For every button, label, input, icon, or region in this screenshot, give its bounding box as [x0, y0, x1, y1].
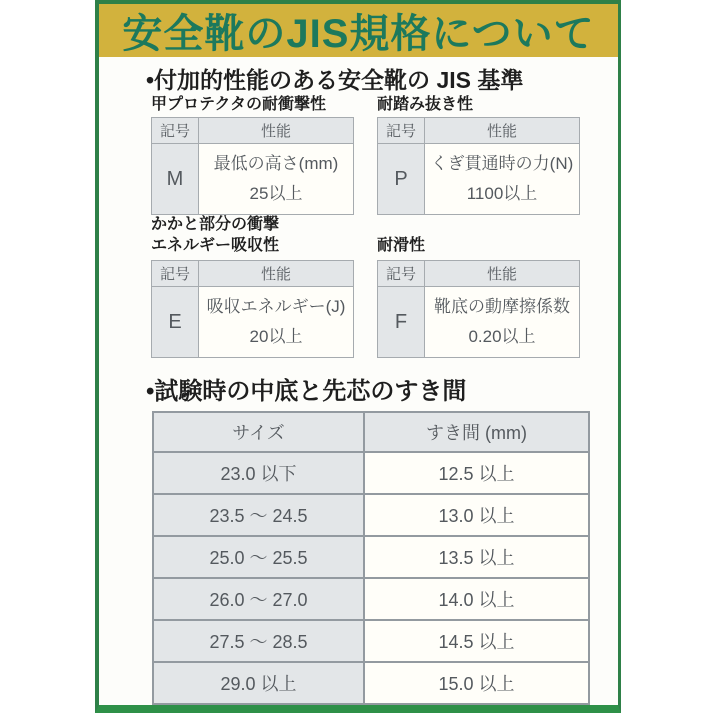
- symbol-column-header: 記号: [152, 261, 199, 287]
- symbol-cell: P: [378, 144, 425, 215]
- symbol-cell: F: [378, 287, 425, 358]
- symbol-column-header: 記号: [152, 118, 199, 144]
- table-row: 26.0 ～ 27.0 14.0 以上: [153, 578, 589, 620]
- symbol-cell: E: [152, 287, 199, 358]
- size-column-header: サイズ: [153, 412, 364, 452]
- caption-slip-resistance: 耐滑性: [377, 237, 426, 254]
- title-bar: [99, 4, 618, 57]
- table-row: 23.5 ～ 24.5 13.0 以上: [153, 494, 589, 536]
- caption-puncture-resistance: 耐踏み抜き性: [377, 96, 474, 113]
- table-header-row: [153, 412, 589, 452]
- spec-table-m: [151, 117, 354, 215]
- symbol-cell: M: [152, 144, 199, 215]
- caption-toe-protector-impact: 甲プロテクタの耐衝撃性: [151, 96, 327, 113]
- gap-column-header: すき間 (mm): [364, 412, 589, 452]
- size-gap-table: [152, 411, 590, 705]
- performance-cell: 靴底の動摩擦係数 0.20以上: [425, 287, 580, 358]
- spec-table-f: [377, 260, 580, 358]
- performance-cell: 吸収エネルギー(J) 20以上: [199, 287, 354, 358]
- performance-cell: 最低の高さ(mm) 25以上: [199, 144, 354, 215]
- table-row: 23.0 以下 12.5 以上: [153, 452, 589, 494]
- performance-cell: くぎ貫通時の力(N) 1100以上: [425, 144, 580, 215]
- section-heading-jis-criteria: •付加的性能のある安全靴の JIS 基準: [146, 67, 524, 93]
- symbol-column-header: 記号: [378, 261, 425, 287]
- spec-table-p: [377, 117, 580, 215]
- performance-column-header: 性能: [425, 261, 580, 287]
- spec-table-e: [151, 260, 354, 358]
- page-title: 安全靴のJIS規格について: [122, 12, 595, 56]
- performance-column-header: 性能: [199, 261, 354, 287]
- table-row: 25.0 ～ 25.5 13.5 以上: [153, 536, 589, 578]
- performance-column-header: 性能: [425, 118, 580, 144]
- table-row: 29.0 以上 15.0 以上: [153, 662, 589, 704]
- performance-column-header: 性能: [199, 118, 354, 144]
- table-row: 27.5 ～ 28.5 14.5 以上: [153, 620, 589, 662]
- symbol-column-header: 記号: [378, 118, 425, 144]
- caption-heel-energy-absorption: かかと部分の衝撃 エネルギー吸収性: [151, 216, 280, 254]
- section-heading-toe-gap: •試験時の中底と先芯のすき間: [146, 378, 467, 405]
